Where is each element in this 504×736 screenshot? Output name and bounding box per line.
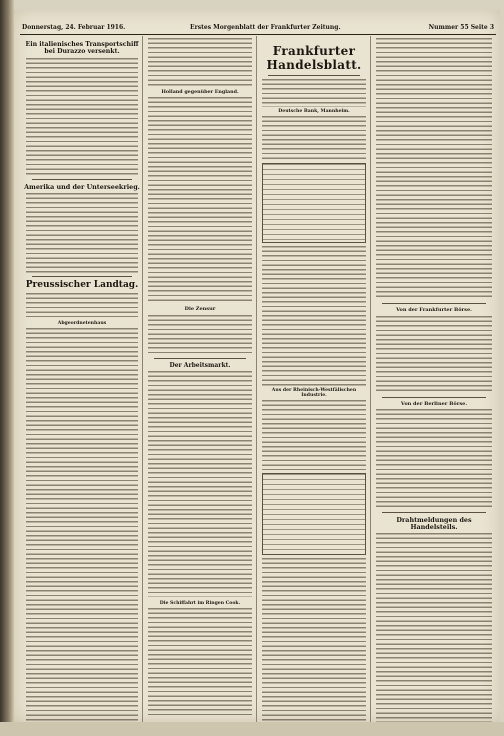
headline-transport-ship: Ein italienisches Transportschiff bei Durazzo versenkt. xyxy=(25,41,139,55)
subheadline-industrie: Aus der Rheinisch-Westfälischen Industrie. xyxy=(271,388,357,398)
article-text xyxy=(24,293,140,317)
headline-berliner-boerse: Von der Berliner Börse. xyxy=(400,400,468,407)
headline-arbeitsmarkt: Der Arbeitsmarkt. xyxy=(169,361,231,369)
column-3 xyxy=(260,38,368,722)
article-text xyxy=(374,316,494,394)
column-2 xyxy=(146,38,254,722)
header-masthead: Erstes Morgenblatt der Frankfurter Zeitung. xyxy=(190,24,341,31)
financial-table xyxy=(262,473,366,555)
article-text xyxy=(24,328,140,722)
header-date: Donnerstag, 24. Februar 1916. xyxy=(22,24,126,31)
article-text xyxy=(24,58,140,176)
headline-drahtmeldungen: Drahtmeldungen des Handelsteils. xyxy=(396,516,472,532)
article-text xyxy=(146,38,254,86)
financial-table xyxy=(262,163,366,243)
column-rule xyxy=(142,36,143,722)
article-text xyxy=(374,533,494,722)
article-text xyxy=(260,79,368,107)
separator xyxy=(382,303,486,304)
subheadline-deutsche-bank: Deutsche Bank, Mannheim. xyxy=(278,109,350,114)
article-text xyxy=(260,400,368,470)
article-text xyxy=(146,371,254,597)
separator xyxy=(268,75,360,76)
headline-holland: Holland gegenüber England. xyxy=(161,89,239,95)
article-text xyxy=(146,97,254,303)
column-4 xyxy=(374,38,494,722)
article-text xyxy=(260,558,368,722)
separator xyxy=(382,512,486,513)
page-header xyxy=(20,22,496,35)
headline-landtag: Preussischer Landtag. xyxy=(25,279,139,290)
headline-schiffahrt: Die Schiffahrt im Ringen Cook. xyxy=(159,601,241,607)
article-text xyxy=(146,608,254,718)
separator xyxy=(32,179,132,180)
separator xyxy=(154,358,246,359)
headline-frankfurter-boerse: Von der Frankfurter Börse. xyxy=(396,307,472,313)
article-text xyxy=(374,409,494,509)
title-handelsblatt: Frankfurter Handelsblatt. xyxy=(266,44,362,72)
article-text xyxy=(146,315,254,355)
book-binding xyxy=(0,0,14,736)
article-text xyxy=(374,38,494,300)
column-rule xyxy=(370,36,371,722)
article-text xyxy=(24,193,140,273)
headline-zensur: Die Zensur xyxy=(184,306,216,313)
headline-america: Amerika und der Unterseekrieg. xyxy=(24,182,140,191)
column-1 xyxy=(24,38,140,722)
subheadline-abgeordnetenhaus: Abgeordnetenhaus xyxy=(57,320,107,326)
article-text xyxy=(260,116,368,160)
article-text xyxy=(260,246,368,386)
column-rule xyxy=(256,36,257,722)
header-page-number: Nummer 55 Seite 3 xyxy=(428,24,494,31)
page-bottom-edge xyxy=(0,722,504,736)
separator xyxy=(32,276,132,277)
separator xyxy=(382,397,486,398)
